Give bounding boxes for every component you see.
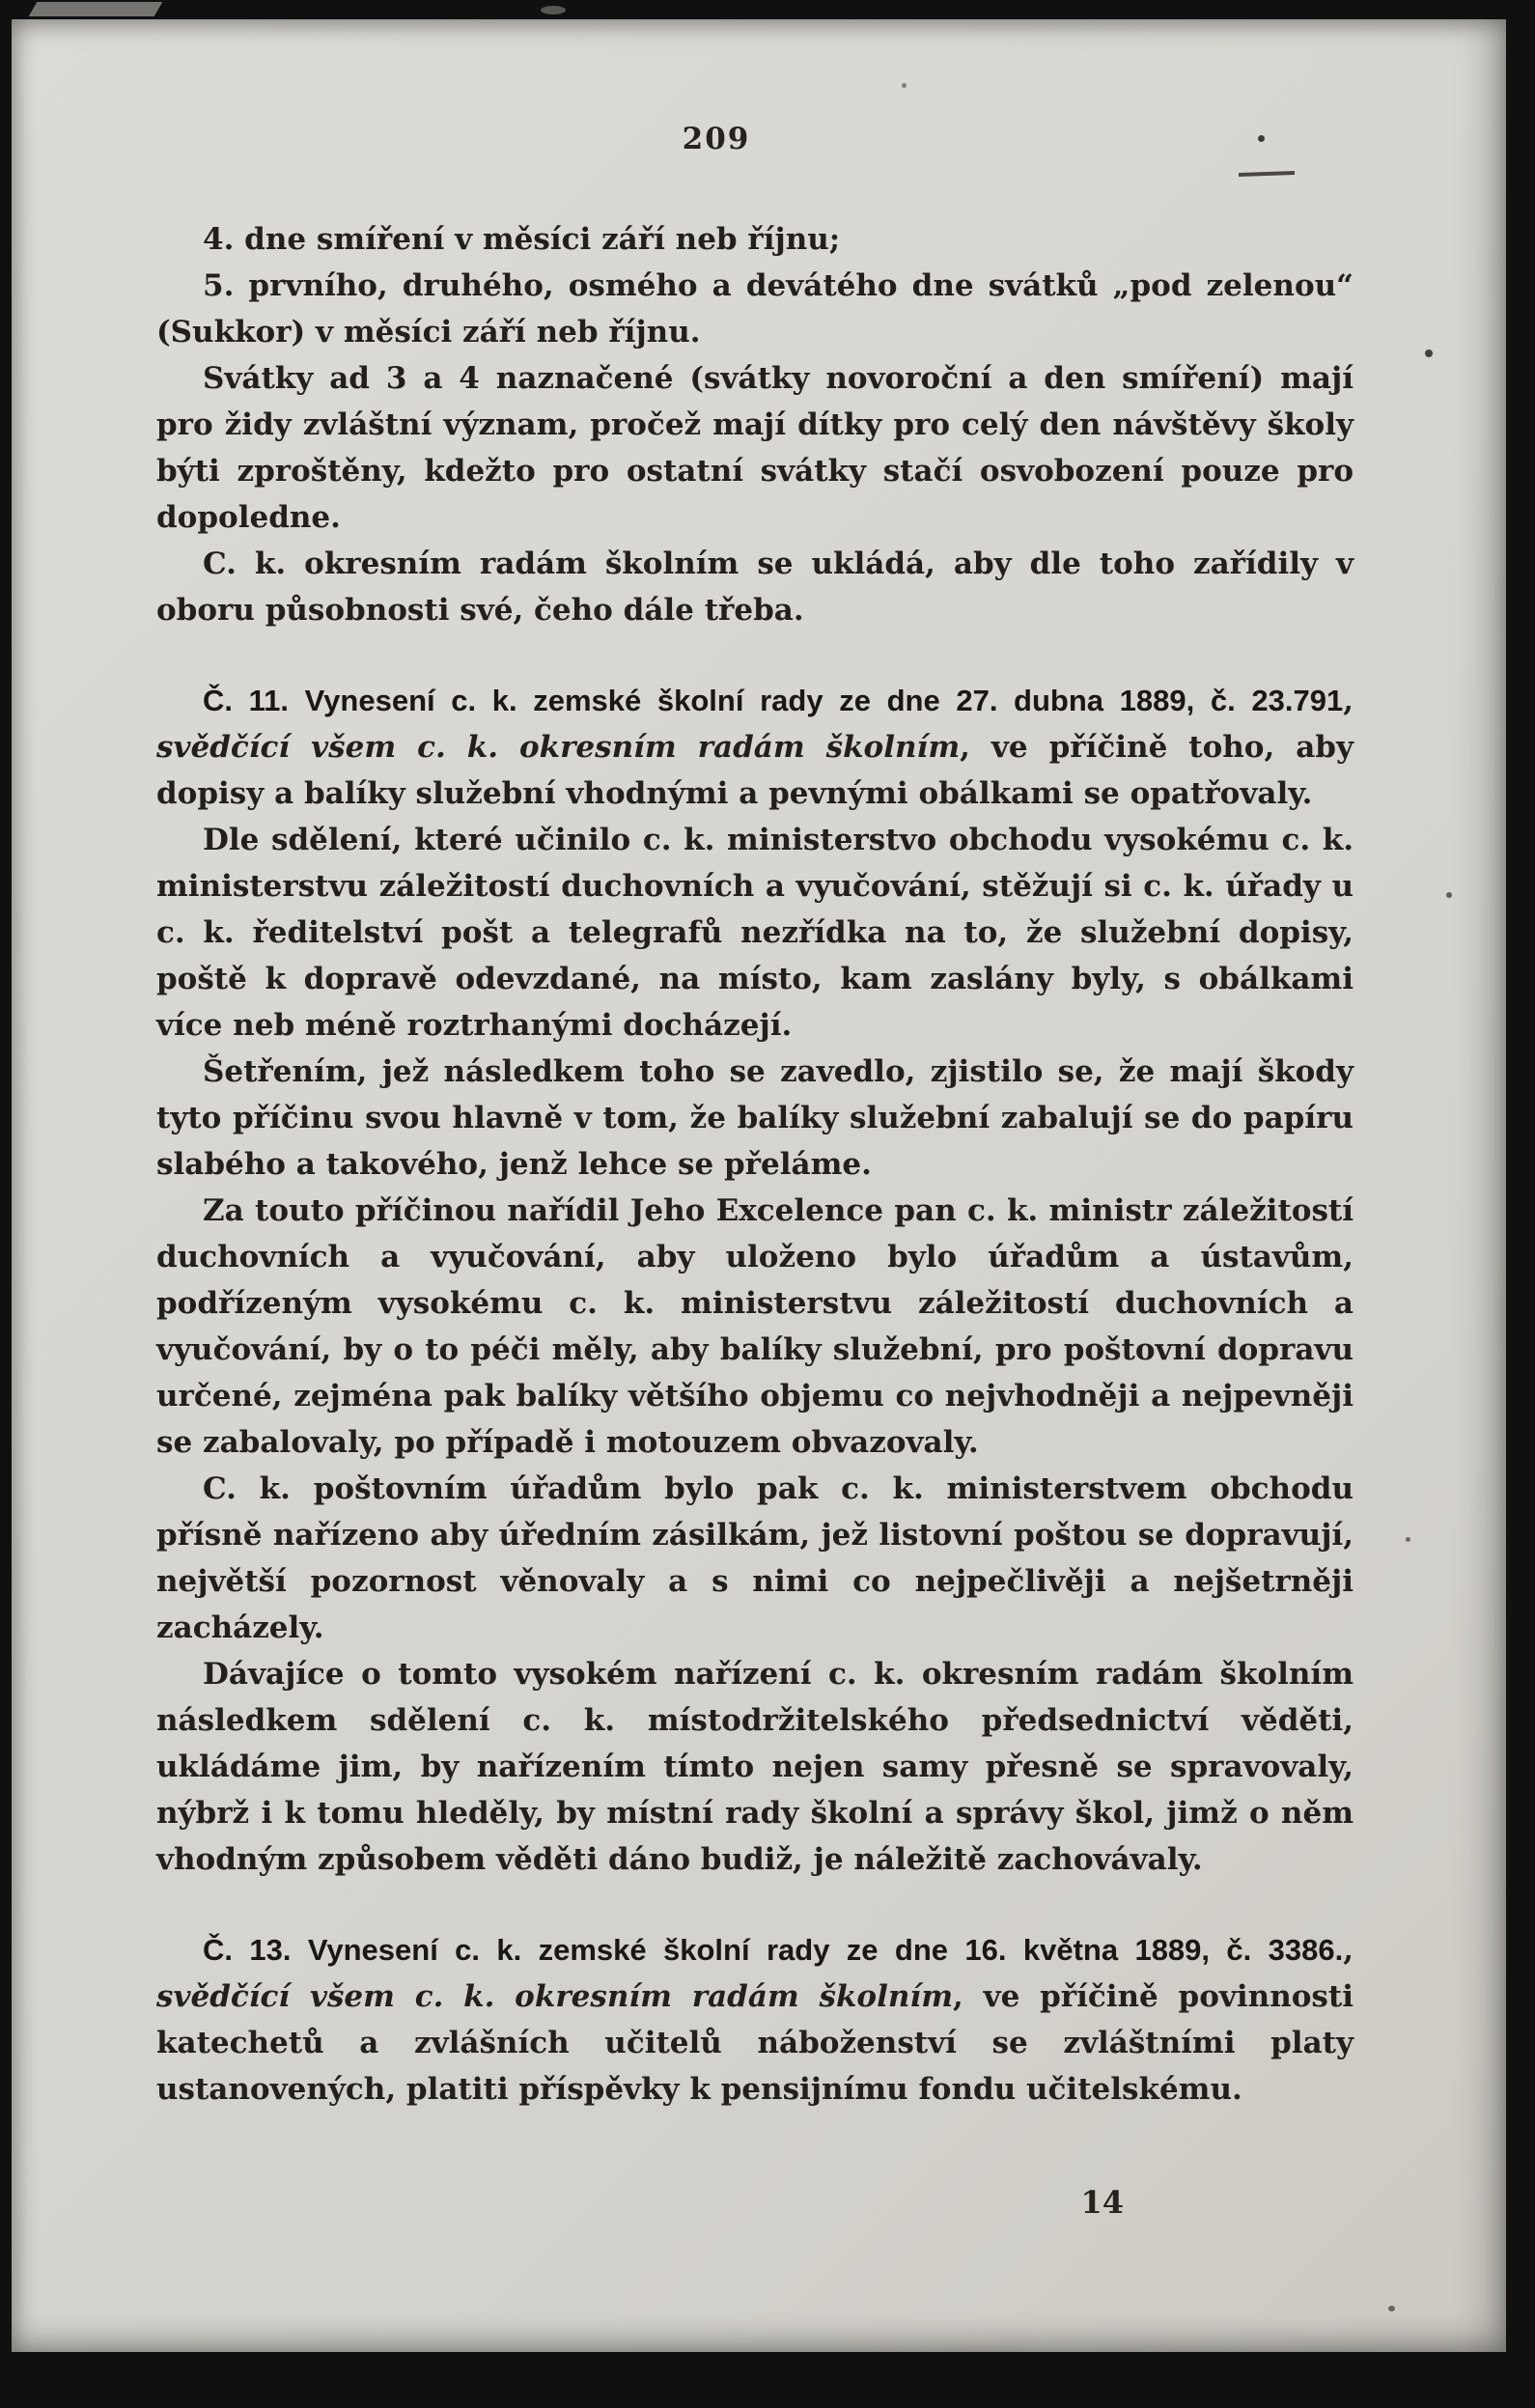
paragraph bbox=[156, 216, 1354, 263]
scan-speck bbox=[1425, 350, 1433, 357]
scan-speck bbox=[1406, 1537, 1410, 1542]
text-segment: , bbox=[1343, 684, 1354, 718]
text-body bbox=[156, 216, 1354, 2113]
paragraph bbox=[156, 1927, 1354, 2113]
text-segment: 5. prvního, druhého, osmého a devátého dne svátků „pod zelenou“ (Sukkor) v měsíci září neb říjnu. bbox=[156, 268, 1354, 350]
scanner-edge-smudge bbox=[541, 6, 566, 14]
paragraph bbox=[156, 541, 1354, 633]
sheet-number-row bbox=[156, 2184, 1354, 2221]
page-number: 209 bbox=[682, 122, 751, 156]
paragraph bbox=[156, 1188, 1354, 1466]
text-segment: Dávajíce o tomto vysokém nařízení c. k. okresním radám školním následkem sdělení c. k. místodržitelského předsednictví věděti, ukládáme jim, by nařízením tímto nejen samy přesně se spravovaly, nýbrž i k tomu hleděly, by místní rady školní a správy škol, jimž o něm vhodným způsobem věděti dáno budiž, je náležitě zachovávaly. bbox=[156, 1657, 1354, 1877]
text-segment: svědčící všem c. k. okresním radám školním bbox=[156, 730, 961, 765]
text-segment: , ve příčině toho, aby dopisy a balíky služební vhodnými a pevnými obálkami se opatřovaly. bbox=[156, 730, 1354, 811]
scanner-edge-smudge bbox=[29, 2, 163, 16]
scan-speck bbox=[1446, 892, 1452, 898]
scan-speck bbox=[902, 83, 907, 88]
paragraph bbox=[156, 678, 1354, 817]
paragraph bbox=[156, 1049, 1354, 1188]
text-segment: svědčící všem c. k. okresním radám školním bbox=[156, 1979, 953, 2014]
text-segment: , ve příčině povinnosti katechetů a zvlášních učitelů náboženství se zvláštními platy ustanovených, platiti příspěvky k pensijnímu fondu učitelskému. bbox=[156, 1979, 1354, 2107]
sheet-number: 14 bbox=[1080, 2184, 1124, 2221]
text-segment: Svátky ad 3 a 4 naznačené (svátky novoroční a den smíření) mají pro židy zvláštní význam, pročež mají dítky pro celý den návštěvy školy býti zproštěny, kdežto pro ostatní svátky stačí osvobození pouze pro dopoledne. bbox=[156, 361, 1354, 535]
text-segment: , bbox=[1343, 1933, 1354, 1968]
text-segment: Šetřením, jež následkem toho se zavedlo, zjistilo se, že mají škody tyto příčinu svou hlavně v tom, že balíky služební zabalují se do papíru slabého a takového, jenž lehce se přeláme. bbox=[156, 1054, 1354, 1182]
paragraph bbox=[156, 1466, 1354, 1651]
text-segment: Dle sdělení, které učinilo c. k. ministerstvo obchodu vysokému c. k. ministerstvu záležitostí duchovních a vyučování, stěžují si c. k. úřady u c. k. ředitelství pošt a telegrafů nezřídka na to, že služební dopisy, poště k dopravě odevzdané, na místo, kam zaslány byly, s obálkami více neb méně roztrhanými docházejí. bbox=[156, 823, 1354, 1043]
text-segment: 4. dne smíření v měsíci září neb říjnu; bbox=[203, 222, 841, 257]
paragraph bbox=[156, 355, 1354, 541]
text-segment: Za touto příčinou nařídil Jeho Excelence pan c. k. ministr záležitostí duchovních a vyučování, aby uloženo bylo úřadům a ústavům, podřízeným vysokému c. k. ministerstvu záležitostí duchovních a vyučování, by o to péči měly, aby balíky služební, pro poštovní dopravu určené, zejména pak balíky většího objemu co nejvhodněji a nejpevněji se zabalovaly, po případě i motouzem obvazovaly. bbox=[156, 1193, 1354, 1460]
paragraph bbox=[156, 263, 1354, 355]
paragraph bbox=[156, 817, 1354, 1049]
text-segment: Č. 13. Vynesení c. k. zemské školní rady ze dne 16. května 1889, č. 3386. bbox=[203, 1933, 1344, 1967]
text-segment: C. k. poštovním úřadům bylo pak c. k. ministerstvem obchodu přísně nařízeno aby úředním zásilkám, jež listovní poštou se dopravují, největší pozornost věnovaly a s nimi co nejpečlivěji a nejšetrněji zacházely. bbox=[156, 1471, 1354, 1645]
text-segment: C. k. okresním radám školním se ukládá, aby dle toho zařídily v oboru působnosti své, čeho dále třeba. bbox=[156, 546, 1354, 628]
paragraph bbox=[156, 1651, 1354, 1883]
ink-spot-artifact bbox=[1258, 135, 1265, 142]
scan-speck bbox=[1388, 2306, 1395, 2311]
text-segment: Č. 11. Vynesení c. k. zemské školní rady ze dne 27. dubna 1889, č. 23.791 bbox=[203, 684, 1344, 717]
